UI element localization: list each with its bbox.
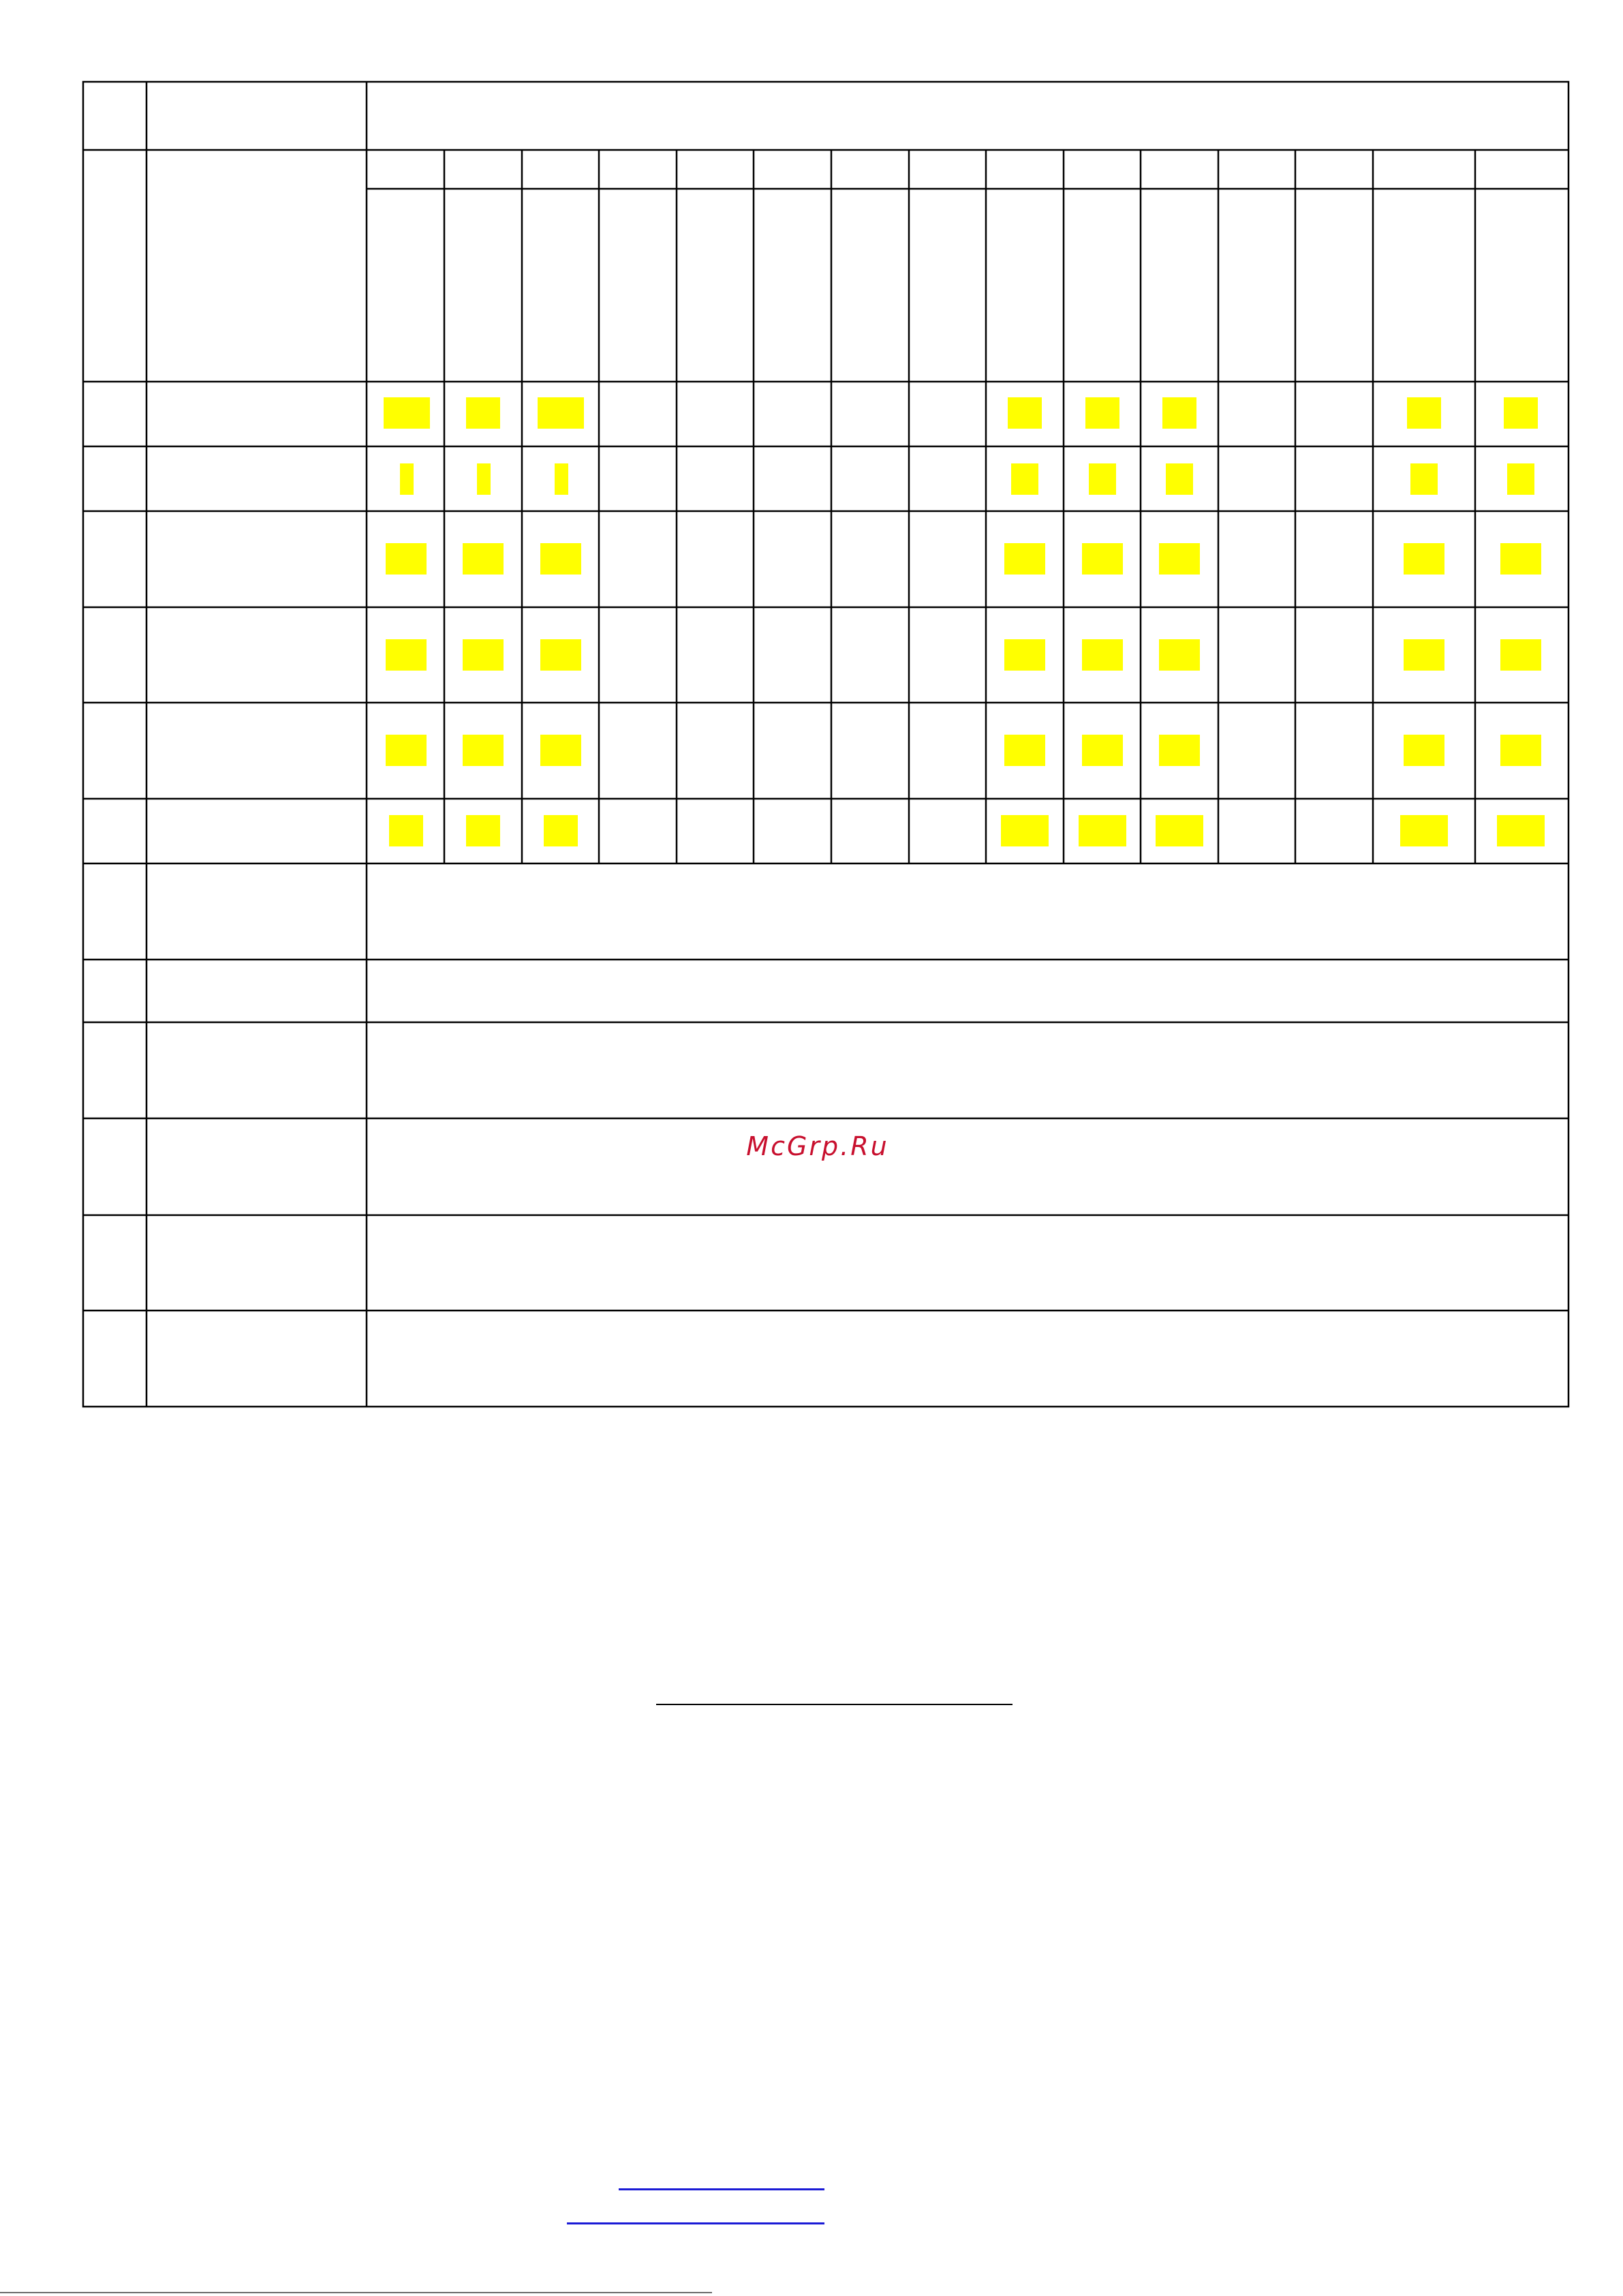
highlight-mark <box>544 815 578 846</box>
highlight-mark <box>386 543 427 575</box>
highlight-mark <box>1497 815 1545 846</box>
highlight-mark <box>1004 543 1045 575</box>
highlight-mark <box>1507 463 1534 495</box>
highlight-mark <box>1004 639 1045 671</box>
highlight-mark <box>463 639 504 671</box>
highlight-mark <box>1500 735 1541 766</box>
highlight-mark <box>466 815 500 846</box>
highlight-mark <box>1082 639 1123 671</box>
highlight-mark <box>463 735 504 766</box>
highlight-mark <box>1410 463 1438 495</box>
highlight-mark <box>1156 815 1203 846</box>
highlight-mark <box>1159 543 1200 575</box>
highlight-mark <box>1500 639 1541 671</box>
highlight-mark <box>1162 397 1196 429</box>
highlight-mark <box>386 735 427 766</box>
highlight-mark <box>1404 639 1444 671</box>
highlight-mark <box>1008 397 1042 429</box>
highlight-mark <box>1004 735 1045 766</box>
signature-line <box>656 1704 1013 1705</box>
highlight-mark <box>1404 735 1444 766</box>
highlight-mark <box>1011 463 1038 495</box>
highlight-mark <box>384 397 430 429</box>
highlight-mark <box>1504 397 1538 429</box>
highlight-mark <box>466 397 500 429</box>
highlight-mark <box>1500 543 1541 575</box>
highlight-mark <box>540 735 581 766</box>
highlight-mark <box>1400 815 1448 846</box>
highlight-mark <box>538 397 584 429</box>
highlight-mark <box>1166 463 1193 495</box>
highlight-mark <box>1001 815 1049 846</box>
highlight-mark <box>1082 543 1123 575</box>
highlight-mark <box>540 639 581 671</box>
highlight-mark <box>1159 639 1200 671</box>
highlight-mark <box>1089 463 1116 495</box>
highlight-mark <box>1404 543 1444 575</box>
highlight-mark <box>463 543 504 575</box>
highlight-mark <box>1085 397 1119 429</box>
highlight-mark <box>540 543 581 575</box>
watermark: McGrp.Ru <box>746 1131 889 1161</box>
highlight-mark <box>400 463 414 495</box>
footer-rule <box>0 2292 712 2293</box>
highlight-mark <box>1082 735 1123 766</box>
highlight-mark <box>555 463 568 495</box>
highlight-mark <box>1407 397 1441 429</box>
highlight-mark <box>389 815 423 846</box>
highlight-mark <box>386 639 427 671</box>
highlight-mark <box>1159 735 1200 766</box>
hyperlink-underline[interactable] <box>619 2188 824 2190</box>
hyperlink-underline[interactable] <box>567 2222 824 2224</box>
highlight-mark <box>1079 815 1126 846</box>
highlight-mark <box>477 463 491 495</box>
